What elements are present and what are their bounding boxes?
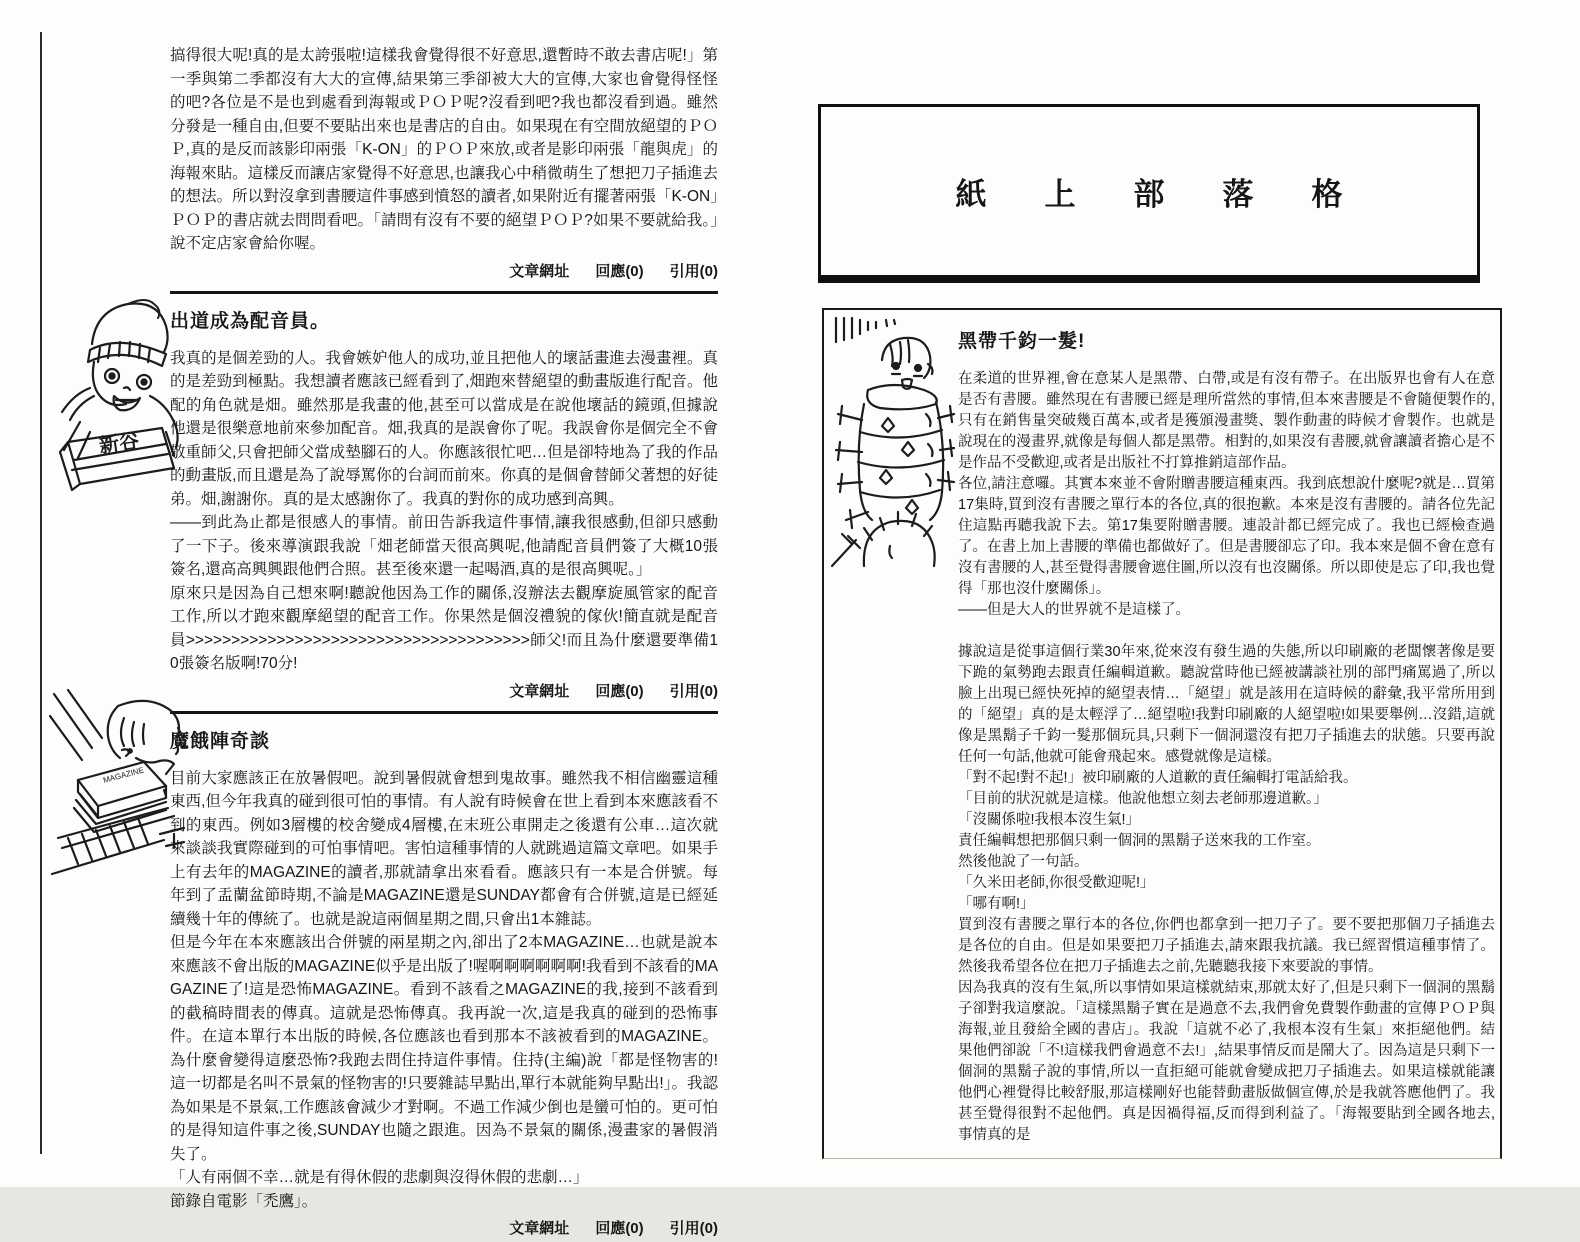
post-body xyxy=(170,347,718,676)
post-paragraph: 然後他說了一句話。 xyxy=(958,854,1089,870)
post-body xyxy=(958,369,1495,1146)
illustration-person-in-knit-cap-holding-box xyxy=(50,292,188,490)
right-page-text-column xyxy=(958,320,1495,1146)
post-url-label: 文章網址 xyxy=(509,682,570,700)
left-page-edge-line xyxy=(40,32,42,1154)
post-paragraph: 「人有兩個不幸…就是有得休假的悲劇與沒得休假的悲劇…」 xyxy=(170,1169,589,1186)
post-paragraph: ——到此為止都是很感人的事情。前田告訴我這件事情,讓我很感動,但卻只感動了一下子。後來導演跟我說「畑老師當天很高興呢,他請配音員們簽了大概10張簽名,還高高興興跟他們合照。甚至後來還一起喝酒,真的是很高興呢。」 xyxy=(170,514,718,578)
trackbacks-count-label: 引用(0) xyxy=(669,1220,718,1237)
post-url-label: 文章網址 xyxy=(509,262,570,280)
post-paragraph: 「久米田老師,你很受歡迎呢!」 xyxy=(958,875,1155,891)
comments-count-label: 回應(0) xyxy=(595,682,644,700)
box-label: 新谷 xyxy=(97,430,141,458)
post-footer xyxy=(170,260,718,283)
post-paragraph: 因為我真的沒有生氣,所以事情如果這樣就結束,那就太好了,但是只剩下一個洞的黑鬍子卻對我這麼說。「這樣黑鬍子實在是過意不去,我們會免費製作動畫的宣傳ＰＯＰ與海報,並且發給全國的書店」。我說「這就不必了,我根本沒有生氣」來拒絕他們。結果他們卻說「不!這樣我們會過意不去!」,結果事情反而是鬧大了。因為這是只剩下一個洞的黑鬍子說的事情,所以一直拒絕可能就會變成把刀子插進去。如果這樣就能讓他們心裡覺得比較舒服,那這樣剛好也能替動畫版做個宣傳,於是我就答應他們了。我甚至覺得很對不起他們。真是因禍得福,反而得到利益了。「海報要貼到全國各地去,事情真的是 xyxy=(958,980,1495,1143)
post-paragraph: 各位,請注意囉。其實本來並不會附贈書腰這種東西。我到底想說什麼呢?就是…買第17集時,買到沒有書腰之單行本的各位,真的很抱歉。本來是沒有書腰的。請各位先記住這點再聽我說下去。第17集要附贈書腰。連設計都已經完成了。我也已經檢查過了。在書上加上書腰的準備也都做好了。但是書腰卻忘了印。我本來是個不會在意有沒有書腰的人,甚至覺得書腰會遮住圖,所以沒有也沒關係。所以即使是忘了印,我也覺得「那也沒什麼關係」。 xyxy=(958,476,1495,597)
trackbacks-count-label: 引用(0) xyxy=(669,262,718,280)
magazine-spine-label: MAGAZINE xyxy=(102,765,145,785)
post-title: 魔餓陣奇談 xyxy=(170,730,271,752)
left-page-text-column xyxy=(170,44,718,1242)
post-body xyxy=(170,767,718,1214)
post-footer xyxy=(170,1217,718,1240)
post-paragraph: 據說這是從事這個行業30年來,從來沒有發生過的失態,所以印刷廠的老闆懷著像是要下跪的氣勢跑去跟責任編輯道歉。聽說當時他已經被講談社別的部門痛罵過了,所以臉上出現已經快死掉的絕望表情…「絕望」就是該用在這時候的辭彙,我平常所用到的「絕望」真的是太輕浮了…絕望啦!我對印刷廠的人絕望啦!如果要舉例…沒錯,這就像是黑鬍子千鈞一髮那個玩具,只剩下一個洞還沒有把刀子插進去的狀態。只要再說任何一句話,他就可能會飛起來。感覺就像是這樣。 xyxy=(958,644,1495,765)
post-paragraph: 「沒關係啦!我根本沒生氣!」 xyxy=(958,812,1141,828)
post-divider xyxy=(170,291,718,294)
comments-count-label: 回應(0) xyxy=(595,262,644,280)
page-banner xyxy=(818,104,1480,283)
post-paragraph: 「對不起!對不起!」被印刷廠的人道歉的責任編輯打電話給我。 xyxy=(958,770,1358,786)
trackbacks-count-label: 引用(0) xyxy=(669,682,718,700)
post-paragraph: 原來只是因為自己想來啊!聽說他因為工作的關係,沒辦法去觀摩旋風管家的配音工作,所以才跑來觀摩絕望的配音工作。你果然是個沒禮貌的傢伙!簡直就是配音員>>>>>>>>>>>>>>>>>>>>>>>>>>>>>>>>>>>>>>師父!而且為什麼還要準備10張簽名版啊!70分! xyxy=(170,584,718,672)
post-paragraph: ——但是大人的世界就不是這樣了。 xyxy=(958,602,1190,618)
post-paragraph: 「目前的狀況就是這樣。他說他想立刻去老師那邊道歉。」 xyxy=(958,791,1328,807)
intro-paragraph: 搞得很大呢!真的是太誇張啦!這樣我會覺得很不好意思,還暫時不敢去書店呢!」第一季與第二季都沒有大大的宣傳,結果第三季卻被大大的宣傳,大家也會覺得怪怪的吧?各位是不是也到處看到海報或ＰＯＰ呢?沒看到吧?我也都沒看到過。雖然分發是一種自由,但要不要貼出來也是書店的自由。如果現在有空間放絕望的ＰＯＰ,真的是反而該影印兩張「K-ON」的ＰＯＰ來放,或者是影印兩張「龍與虎」的海報來貼。這樣反而讓店家覺得不好意思,也讓我心中稍微萌生了想把刀子插進去的想法。所以對沒拿到書腰這件事感到憤怒的讀者,如果附近有擺著兩張「K-ON」ＰＯＰ的書店就去問問看吧。「請問有沒有不要的絕望ＰＯＰ?如果不要就給我。」說不定店家會給你喔。 xyxy=(170,47,718,252)
post-paragraph: 節錄自電影「禿鷹」。 xyxy=(170,1192,318,1210)
illustration-person-reading-magazine-stack xyxy=(48,688,186,893)
post-footer xyxy=(170,680,718,703)
comments-count-label: 回應(0) xyxy=(595,1220,644,1237)
post-title: 黑帶千鈞一髮! xyxy=(958,331,1086,352)
illustration-pop-up-pirate-barrel-toy xyxy=(828,314,954,566)
post-paragraph: 在柔道的世界裡,會在意某人是黑帶、白帶,或是有沒有帶子。在出版界也會有人在意是否有書腰。雖然現在有書腰已經是理所當然的事情,但本來書腰是不會隨便製作的,只有在銷售量突破幾百萬本,或者是獲頒漫畫獎、製作動畫的時候才會製作。也就是說現在的漫畫界,就像是每個人都是黑帶。相對的,如果沒有書腰,就會讓讀者擔心是不是作品不受歡迎,或者是出版社不打算推銷這部作品。 xyxy=(958,371,1495,471)
post-paragraph: 我真的是個差勁的人。我會嫉妒他人的成功,並且把他人的壞話畫進去漫畫裡。真的是差勁到極點。我想讀者應該已經看到了,畑跑來替絕望的動畫版進行配音。他配的角色就是畑。雖然那是我畫的他,甚至可以當成是在說他壞話的鏡頭,但據說他還是很樂意地前來參加配音。畑,我真的是誤會你了呢。我誤會你是個完全不會敬重師父,只會把師父當成墊腳石的人。你應該很忙吧…但是卻特地為了我的作品的動畫版,而且還是為了說辱罵你的台詞而前來。你真的是個會替師父著想的好徒弟。畑,謝謝你。真的是太感謝你了。我真的對你的成功感到高興。 xyxy=(170,349,718,508)
post-paragraph: 但是今年在本來應該出合併號的兩星期之內,卻出了2本MAGAZINE…也就是說本來應該不會出版的MAGAZINE似乎是出版了!喔啊啊啊啊啊啊!我看到不該看的MAGAZINE了!這是恐怖MAGAZINE。看到不該看之MAGAZINE的我,接到不該看到的截稿時間表的傳真。這就是恐怖傳真。我再說一次,這是我真的碰到的恐怖事件。在這本單行本出版的時候,各位應該也看到那本不該被看到的MAGAZINE。為什麼會變得這麼恐怖?我跑去問住持這件事情。住持(主編)說「都是怪物害的!這一切都是名叫不景氣的怪物害的!只要雜誌早點出,單行本就能夠早點出!」。我認為如果是不景氣,工作應該會減少才對啊。不過工作減少倒也是蠻可怕的。更可怕的是得知這件事之後,SUNDAY也隨之跟進。因為不景氣的關係,漫畫家的暑假消失了。 xyxy=(170,934,718,1163)
banner-title: 紙上部落格 xyxy=(955,176,1401,212)
post-title: 出道成為配音員。 xyxy=(170,310,331,332)
post-paragraph: 「哪有啊!」 xyxy=(958,896,1035,912)
post-url-label: 文章網址 xyxy=(509,1220,570,1237)
post-paragraph: 責任編輯想把那個只剩一個洞的黑鬍子送來我的工作室。 xyxy=(958,833,1321,849)
post-divider xyxy=(170,711,718,714)
post-paragraph: 目前大家應該正在放暑假吧。說到暑假就會想到鬼故事。雖然我不相信幽靈這種東西,但今年我真的碰到很可怕的事情。有人說有時候會在世上看到本來應該看不到的東西。例如3層樓的校舍變成4層樓,在末班公車開走之後還有公車…這次就來談談我實際碰到的可怕事情吧。害怕這種事情的人就跳過這篇文章吧。如果手上有去年的MAGAZINE的讀者,那就請拿出來看看。應該只有一本是合併號。每年到了盂蘭盆節時期,不論是MAGAZINE還是SUNDAY都會有合併號,這是已經延續幾十年的傳統了。也就是說這兩個星期之間,只會出1本雜誌。 xyxy=(170,769,718,928)
post-paragraph: 買到沒有書腰之單行本的各位,你們也都拿到一把刀子了。要不要把那個刀子插進去是各位的自由。但是如果要把刀子插進去,請來跟我抗議。我已經習慣這種事情了。然後我希望各位在把刀子插進去之前,先聽聽我接下來要說的事情。 xyxy=(958,917,1495,975)
